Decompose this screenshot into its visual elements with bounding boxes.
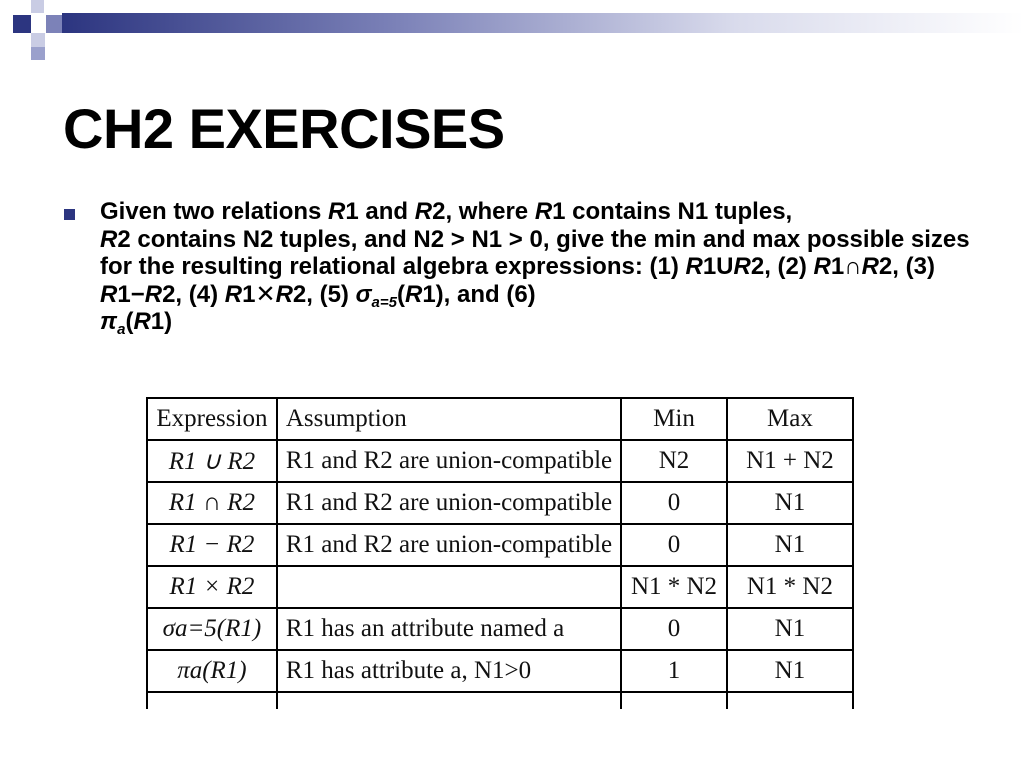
table-row (147, 566, 853, 608)
expression-cell: R1 ∪ R2 (147, 440, 277, 482)
question-text: Given two relations R1 and R2, where R1 contains N1 tuples, R2 contains N2 tuples, and N2 > N1 > 0, give the min and max possible sizes for the resulting relational algebra expressions: (1) R1UR2, (2) R1∩R2, (3) R1−R2, (4) R1✕R2, (5) $\sigma_{a=5}(R1)$, and (6) $\pi_a(R1)$ (100, 198, 970, 338)
decor-square (13, 15, 31, 33)
cropped-cell (147, 692, 277, 709)
decor-square (46, 15, 62, 33)
table-row (147, 482, 853, 524)
table-header-row (147, 398, 853, 440)
cropped-cell (727, 692, 853, 709)
assumption-cell: R1 has attribute a, N1>0 (277, 650, 621, 692)
max-cell: N1 + N2 (727, 440, 853, 482)
answer-table-container (146, 397, 854, 709)
assumption-cell: R1 has an attribute named a (277, 608, 621, 650)
expression-cell: πa(R1) (147, 650, 277, 692)
min-cell: 0 (621, 482, 727, 524)
max-cell: N1 (727, 524, 853, 566)
max-cell: N1 (727, 650, 853, 692)
table-row (147, 692, 853, 709)
max-cell: N1 * N2 (727, 566, 853, 608)
min-cell: N2 (621, 440, 727, 482)
assumption-cell: R1 and R2 are union-compatible (277, 524, 621, 566)
table-row (147, 608, 853, 650)
cropped-cell (621, 692, 727, 709)
header-gradient-bar (62, 13, 1024, 33)
expression-cell: R1 × R2 (147, 566, 277, 608)
table-row (147, 440, 853, 482)
bullet-square-icon (64, 209, 75, 220)
header-decoration (0, 0, 1024, 60)
decor-square (31, 33, 45, 47)
min-cell: 0 (621, 524, 727, 566)
assumption-cell (277, 566, 621, 608)
min-cell: N1 * N2 (621, 566, 727, 608)
cropped-cell (277, 692, 621, 709)
max-cell: N1 (727, 482, 853, 524)
header-max: Max (727, 398, 853, 440)
decor-square (31, 0, 44, 13)
min-cell: 0 (621, 608, 727, 650)
expression-cell: σa=5(R1) (147, 608, 277, 650)
table-row (147, 524, 853, 566)
header-min: Min (621, 398, 727, 440)
table-row (147, 650, 853, 692)
expression-cell: R1 ∩ R2 (147, 482, 277, 524)
answer-table (146, 397, 854, 709)
slide-title: CH2 EXERCISES (63, 97, 505, 160)
expression-cell: R1 − R2 (147, 524, 277, 566)
decor-square (31, 47, 45, 60)
max-cell: N1 (727, 608, 853, 650)
min-cell: 1 (621, 650, 727, 692)
assumption-cell: R1 and R2 are union-compatible (277, 440, 621, 482)
header-assumption: Assumption (277, 398, 621, 440)
header-expression: Expression (147, 398, 277, 440)
assumption-cell: R1 and R2 are union-compatible (277, 482, 621, 524)
